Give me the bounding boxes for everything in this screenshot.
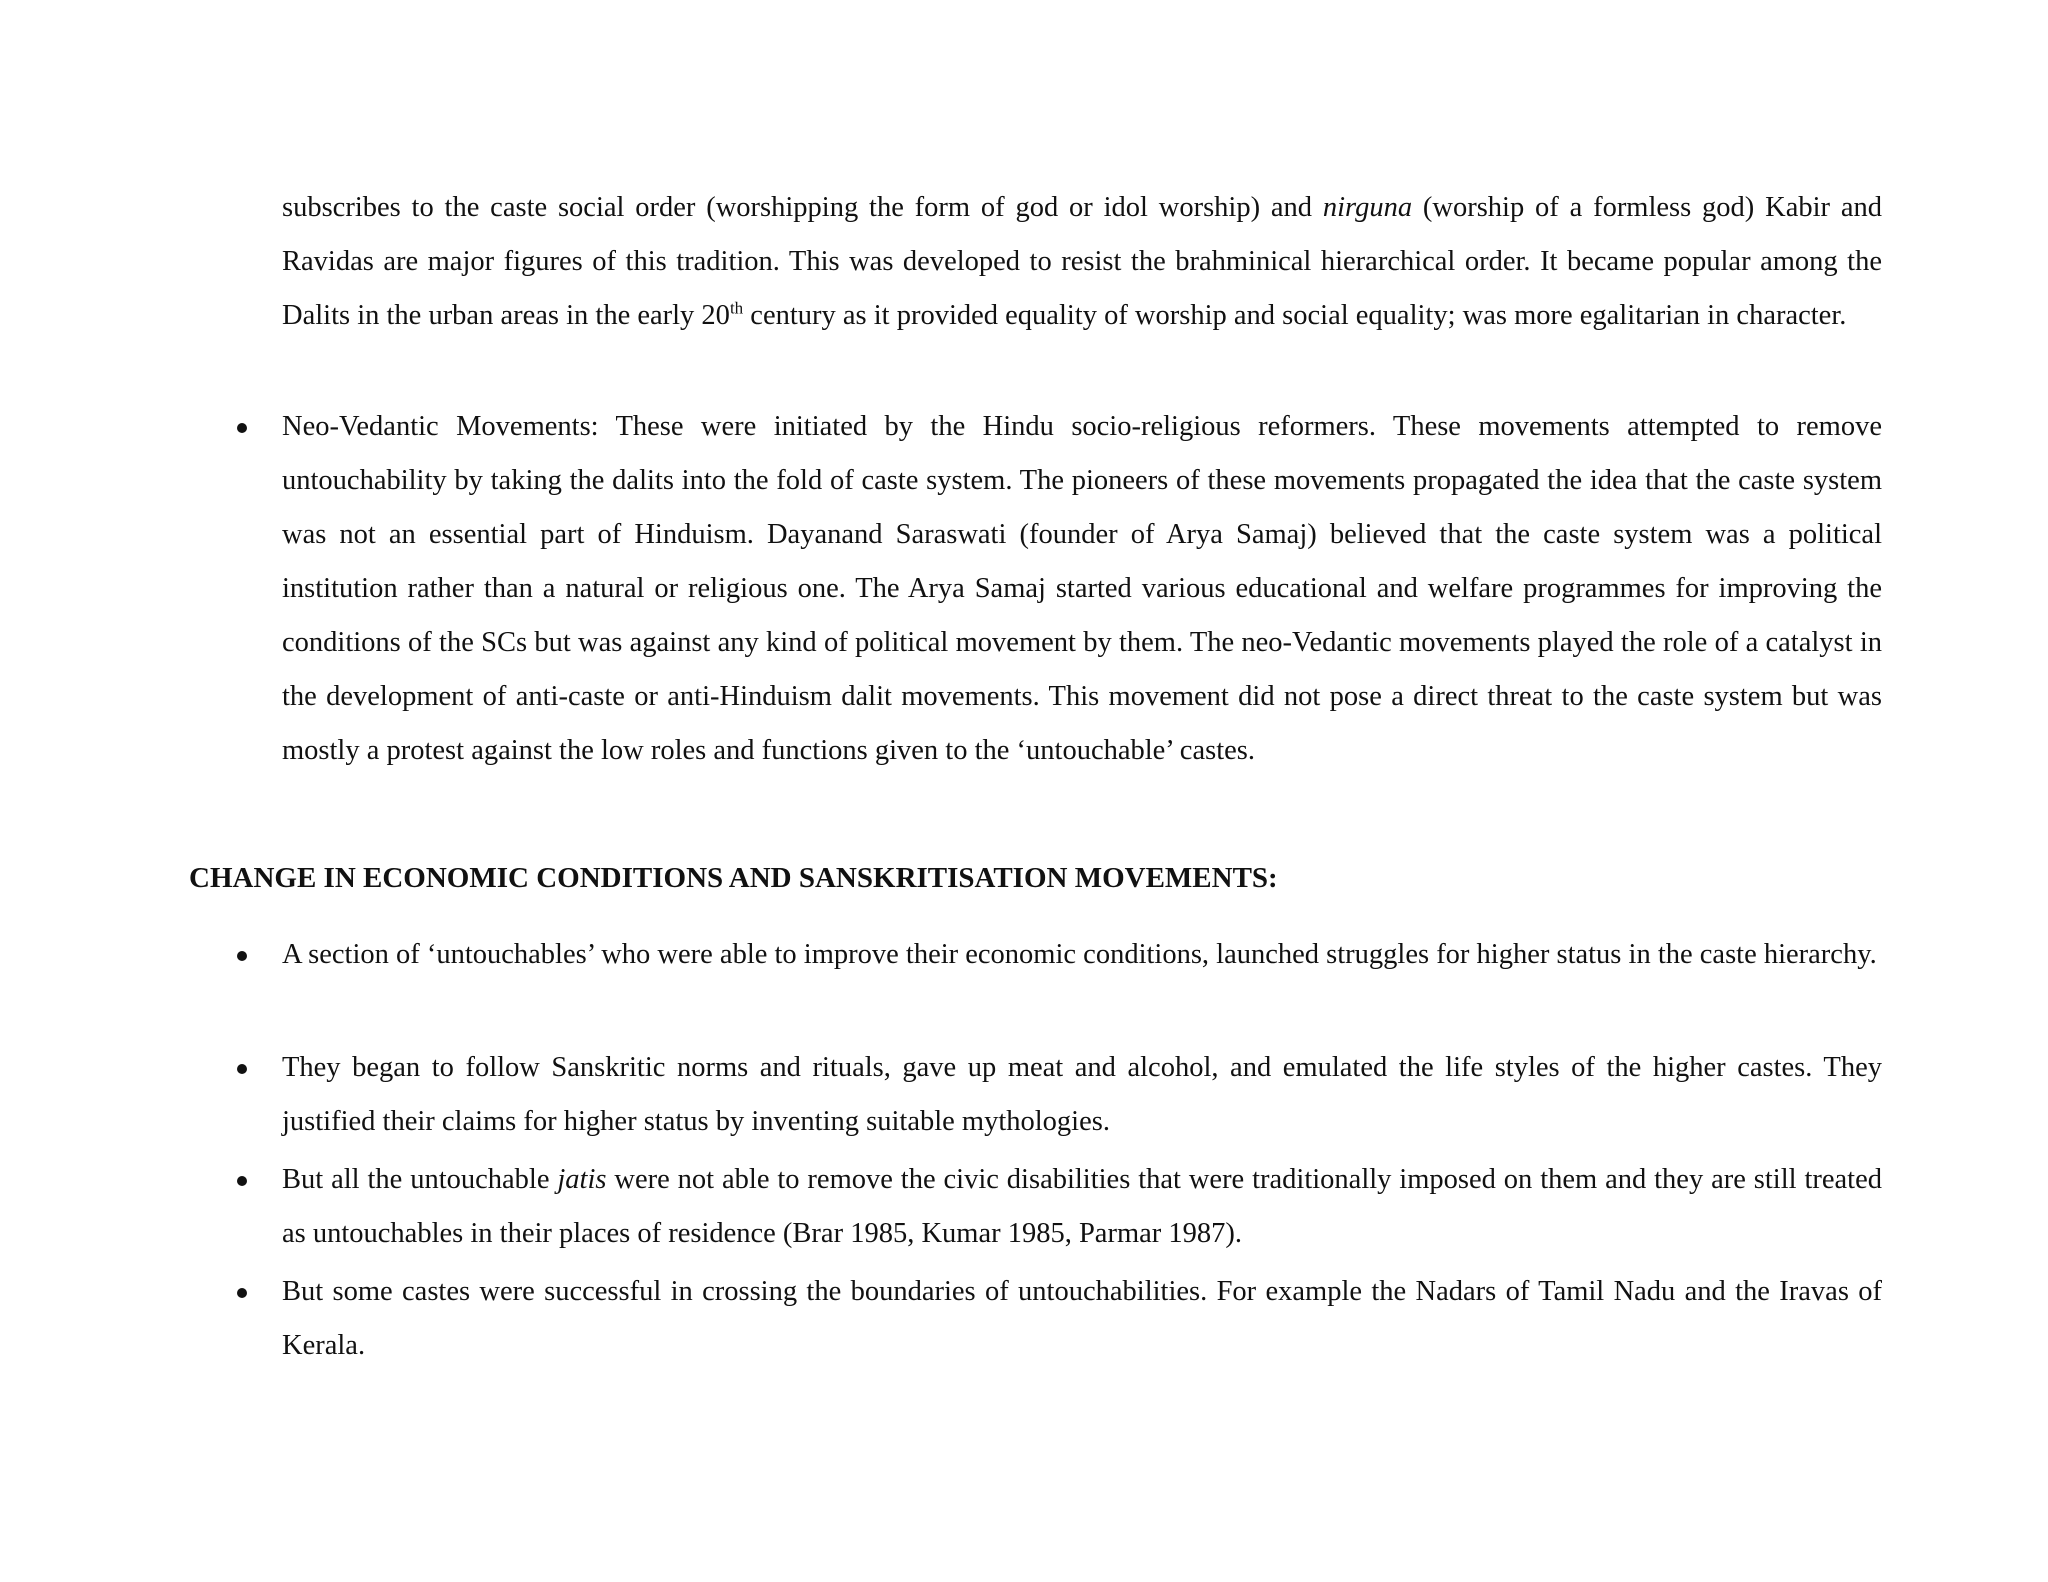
bullet-economic-struggles: A section of ‘untouchables’ who were able to improve their economic conditions, launched struggles for higher status in the caste hierarchy. (282, 939, 1877, 970)
text-run: subscribes to the caste social order (worshipping the form of god or idol worship) and (282, 192, 1323, 223)
bullet-icon (237, 1176, 247, 1186)
bullet-neo-vedantic: Neo-Vedantic Movements: These were initiated by the Hindu socio-religious reformers. These movements attempted to remove untouchability by taking the dalits into the fold of caste system. The pioneers of these movements propagated the idea that the caste system was not an essential part of Hinduism. Dayanand Saraswati (founder of Arya Samaj) believed that the caste system was a political institution rather than a natural or religious one. The Arya Samaj started various educational and welfare programmes for improving the conditions of the SCs but was against any kind of political movement by them. The neo-Vedantic movements played the role of a catalyst in the development of anti-caste or anti-Hinduism dalit movements. This movement did not pose a direct threat to the caste system but was mostly a protest against the low roles and functions given to the ‘untouchable’ castes. (282, 411, 1882, 766)
text-run: were not able to remove the civic disabilities that were traditionally imposed on them and they are still treated as untouchables in their places of residence (Brar 1985, Kumar 1985, Parmar 1987). (282, 1164, 1882, 1249)
italic-term-jatis: jatis (557, 1164, 607, 1195)
superscript-th: th (729, 298, 744, 318)
bullet-successful-castes: But some castes were successful in crossing the boundaries of untouchabilities. For example the Nadars of Tamil Nadu and the Iravas of Kerala. (282, 1276, 1882, 1361)
bullet-icon (237, 423, 247, 433)
bullet-icon (237, 1288, 247, 1298)
bullet-civic-disabilities (282, 1153, 1882, 1261)
text-run: (worship of a formless god) Kabir and Ravidas are major figures of this tradition. This was developed to resist the brahminical hierarchical order. It became popular among the Dalits in the urban areas in the early 20 (282, 192, 1882, 331)
italic-term-nirguna: nirguna (1322, 192, 1413, 223)
bullet-sanskritic-norms: They began to follow Sanskritic norms and rituals, gave up meat and alcohol, and emulated the life styles of the higher castes. They justified their claims for higher status by inventing suitable mythologies. (282, 1052, 1882, 1137)
text-run: But all the untouchable (282, 1164, 558, 1195)
continuation-paragraph (282, 181, 1882, 343)
text-run: century as it provided equality of worship and social equality; was more egalitarian in character. (743, 300, 1847, 331)
section-heading: CHANGE IN ECONOMIC CONDITIONS AND SANSKRITISATION MOVEMENTS: (189, 862, 1278, 894)
bullet-icon (237, 1064, 247, 1074)
bullet-icon (237, 951, 247, 961)
